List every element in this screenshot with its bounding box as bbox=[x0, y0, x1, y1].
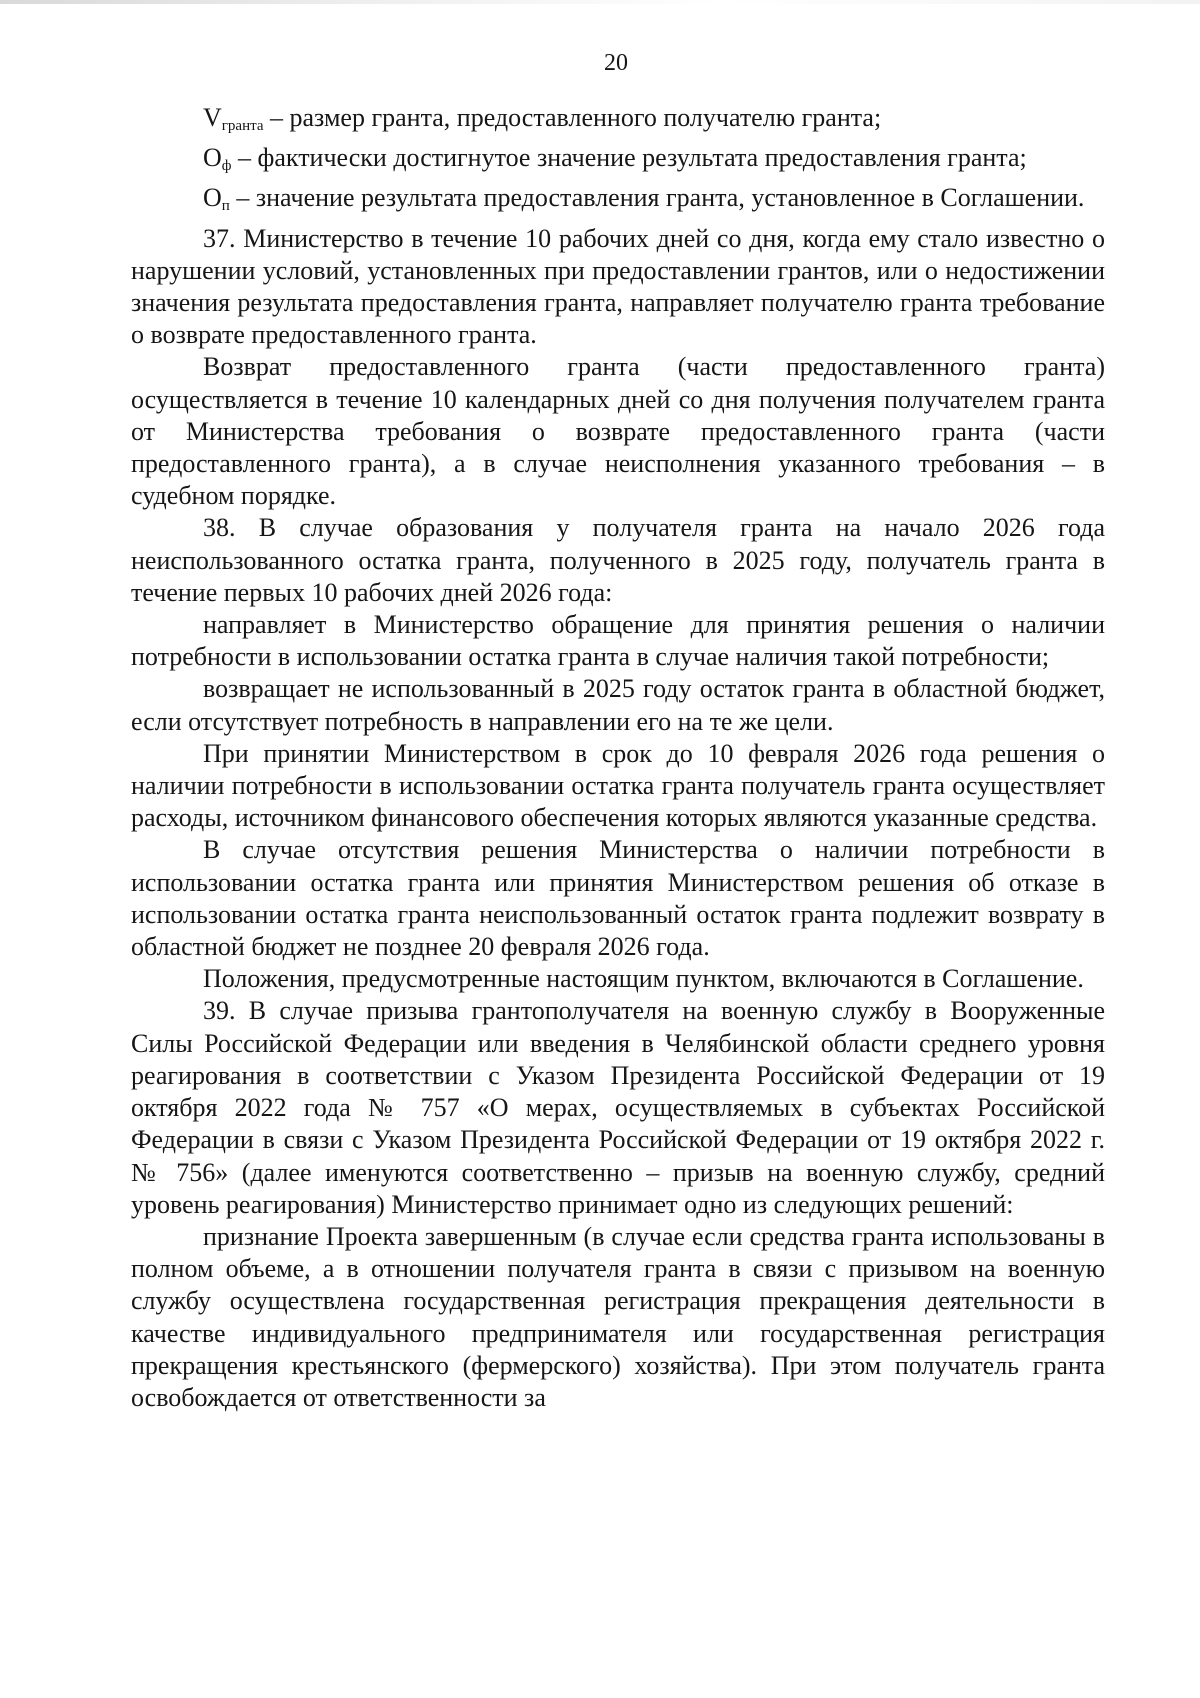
paragraph-no-decision: В случае отсутствия решения Министерства о наличии потребности в использовании остатка гранта или принятия Министерством решения об отказе в использовании остатка гранта неиспользованный остаток гранта подлежит возврату в областной бюджет не позднее 20 февраля 2026 года. bbox=[131, 835, 1105, 962]
paragraph-39: 39. В случае призыва грантополучателя на военную службу в Вооруженные Силы Российской Федерации или введения в Челябинской области среднего уровня реагирования в соответствии с Указом Президента Российской Федерации от 19 октября 2022 года № 757 «О мерах, осуществляемых в субъектах Российской Федерации в связи с Указом Президента Российской Федерации от 19 октября 2022 г. № 756» (далее именуются соответственно – призыв на военную службу, средний уровень реагирования) Министерство принимает одно из следующих решений: bbox=[131, 996, 1105, 1219]
scan-edge-artifact bbox=[0, 0, 1200, 4]
formula-legend-item bbox=[131, 102, 1105, 142]
paragraph-38: 38. В случае образования у получателя гранта на начало 2026 года неиспользованного остатка гранта, полученного в 2025 году, получатель гранта в течение первых 10 рабочих дней 2026 года: bbox=[131, 513, 1105, 607]
formula-symbol: О bbox=[203, 143, 222, 173]
formula-subscript: ф bbox=[221, 158, 232, 175]
formula-legend-item bbox=[131, 182, 1105, 222]
formula-subscript: гранта bbox=[221, 118, 264, 134]
paragraph-grant-return: Возврат предоставленного гранта (части предоставленного гранта) осуществляется в течение 10 календарных дней со дня получения получателем гранта от Министерства требования о возврате предоставленного гранта (части предоставленного гранта), а в случае неисполнения указанного требования – в судебном порядке. bbox=[131, 352, 1105, 511]
formula-legend-item bbox=[131, 142, 1105, 182]
paragraph-return-remainder: возвращает не использованный в 2025 году остаток гранта в областной бюджет, если отсутствует потребность в направлении его на те же цели. bbox=[131, 674, 1105, 736]
formula-subscript: п bbox=[221, 198, 230, 215]
paragraph-agreement-provisions: Положения, предусмотренные настоящим пунктом, включаются в Соглашение. bbox=[203, 964, 1084, 994]
formula-symbol: О bbox=[203, 183, 222, 213]
formula-symbol: V bbox=[203, 103, 222, 132]
paragraph-37: 37. Министерство в течение 10 рабочих дней со дня, когда ему стало известно о нарушении условий, установленных при предоставлении грантов, или о недостижении значения результата предоставления гранта, направляет получателю гранта требование о возврате предоставленного гранта. bbox=[131, 223, 1105, 350]
document-body bbox=[131, 102, 1105, 1414]
formula-description: – размер гранта, предоставленного получателю гранта; bbox=[263, 103, 882, 132]
paragraph-project-completed: признание Проекта завершенным (в случае если средства гранта использованы в полном объеме, а в отношении получателя гранта в связи с призывом на военную службу осуществлена государственная регистрация прекращения деятельности в качестве индивидуального предпринимателя или государственная регистрация прекращения крестьянского (фермерского) хозяйства). При этом получатель гранта освобождается от ответственности за bbox=[131, 1221, 1105, 1412]
page-number: 20 bbox=[604, 50, 628, 76]
formula-description: – фактически достигнутое значение результата предоставления гранта; bbox=[231, 143, 1027, 173]
paragraph-decision-need: При принятии Министерством в срок до 10 февраля 2026 года решения о наличии потребности в использовании остатка гранта получатель гранта осуществляет расходы, источником финансового обеспечения которых являются указанные средства. bbox=[131, 738, 1105, 833]
paragraph-request-need: направляет в Министерство обращение для принятия решения о наличии потребности в использовании остатка гранта в случае наличия такой потребности; bbox=[131, 610, 1105, 672]
formula-description: – значение результата предоставления гранта, установленное в Соглашении. bbox=[229, 183, 1085, 213]
